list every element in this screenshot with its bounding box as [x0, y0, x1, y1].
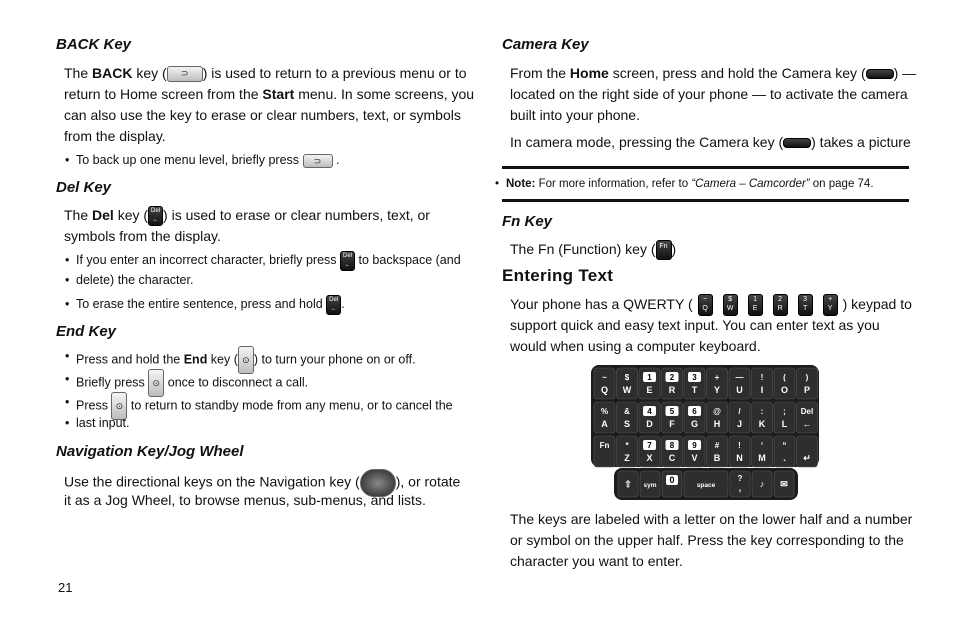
keyboard-key-bottom-label: G [690, 419, 699, 429]
end-key-icon: ⊙ [148, 369, 164, 397]
keyboard-key-bottom-label: ✉ [780, 479, 788, 489]
keyboard-key-bottom-label: R [668, 385, 676, 395]
keyboard-key-top-label: ) [805, 373, 809, 382]
keyboard-key-bottom-label: ⇧ [624, 479, 632, 489]
page-number: 21 [58, 580, 73, 595]
keyboard-key-bottom-label: T [691, 385, 698, 395]
end-key-bullet-3: • Press ⊙ to return to standby mode from any menu, or to cancel the [76, 392, 453, 420]
keyboard-key-bottom-label: ← [802, 419, 812, 429]
keyboard-key-bottom-label: N [736, 453, 743, 463]
note-top-rule [502, 166, 909, 169]
camera-key-paragraph-line4: In camera mode, pressing the Camera key ( ) takes a picture [510, 134, 911, 150]
keyboard-key-bottom-label: X [646, 453, 653, 463]
keyboard-key-top-label: 4 [647, 407, 652, 416]
keyboard-key-bottom-label: J [736, 419, 743, 429]
keyboard-key-bottom-label: O [780, 385, 789, 395]
keyboard-key-bottom-label: L [781, 419, 788, 429]
del-key-icon: Del ← [326, 295, 341, 315]
camera-key-paragraph-line2: located on the right side of your phone — to activate the camera [510, 86, 908, 102]
keyboard-key-top-label: ~ [602, 373, 607, 382]
keyboard-key-top-label: 9 [692, 441, 697, 450]
del-key-paragraph-line2: symbols from the display. [64, 228, 221, 244]
note-bottom-rule [502, 199, 909, 202]
keyboard-key-top-label: ! [738, 441, 741, 450]
nav-key-paragraph-line1: Use the directional keys on the Navigation key ( ), or rotate [64, 469, 460, 497]
keyboard-key-bottom-label: Q [600, 385, 609, 395]
camera-key-icon [783, 138, 811, 148]
fn-key-paragraph: The Fn (Function) key ( Fn ) [510, 239, 676, 260]
keyboard-key-bottom-label: B [713, 453, 721, 463]
end-key-bullet-2: • Briefly press ⊙ once to disconnect a call. [76, 369, 308, 397]
keyboard-key-top-label: — [735, 373, 744, 382]
keyboard-key-bottom-label: K [758, 419, 766, 429]
del-key-bullet-1: • If you enter an incorrect character, briefly press Del ← to backspace (and [76, 250, 461, 271]
qwerty-keyboard-image [590, 364, 820, 502]
keyboard-key-bottom-label: , [738, 483, 742, 493]
fn-key-heading: Fn Key [502, 213, 553, 230]
qwerty-key-icon: ~ Q [698, 294, 713, 316]
keyboard-key-top-label: / [738, 407, 741, 416]
keyboard-key-top-label: “ [782, 441, 787, 450]
entering-text-heading: Entering Text [502, 266, 614, 285]
keyboard-key-top-label: % [600, 407, 609, 416]
end-key-icon: ⊙ [238, 346, 254, 374]
keyboard-key-bottom-label: I [760, 385, 764, 395]
keyboard-key-bottom-label: U [736, 385, 743, 395]
back-key-paragraph-line3: can also use the key to erase or clear numbers, text, or symbols [64, 107, 461, 123]
back-key-bullet: • To back up one menu level, briefly press ⊃ . [76, 150, 339, 170]
del-key-paragraph-line1: The Del key ( Del ← ) is used to erase or clear numbers, text, or [64, 205, 430, 226]
del-key-bullet-1-cont: • delete) the character. [76, 270, 193, 290]
keyboard-key-bottom-label: D [646, 419, 653, 429]
back-key-paragraph-line2: return to Home screen from the Start menu. In some screens, you [64, 86, 475, 102]
end-key-bullet-1: • Press and hold the End key ( ⊙ ) to turn your phone on or off. [76, 346, 416, 374]
keyboard-key-top-label: ? [737, 474, 743, 483]
keyboard-key-bottom-label: 0 [669, 475, 675, 485]
labels-paragraph-line2: or symbol on the upper half. Press the key corresponding to the [510, 532, 904, 548]
keyboard-key-top-label: ! [760, 373, 764, 382]
keyboard-key-top-label: & [624, 407, 630, 416]
keyboard-key-top-label: 2 [669, 373, 675, 382]
back-key-icon: ⊃ [303, 154, 333, 168]
del-key-icon: Del ← [340, 251, 355, 271]
keyboard-key-top-label: : [760, 407, 764, 416]
keyboard-key-top-label: + [714, 373, 720, 382]
qwerty-keys-icon [693, 296, 843, 312]
keyboard-key-bottom-label: ♪ [759, 479, 765, 489]
keyboard-key-bottom-label: M [758, 453, 766, 463]
keyboard-key-bottom-label: sym [643, 482, 657, 489]
camera-key-icon [866, 69, 894, 79]
keyboard-key-top-label: Fn [599, 441, 610, 450]
keyboard-key-bottom-label: F [669, 419, 675, 429]
keyboard-key-bottom-label: W [622, 385, 632, 395]
note-text: • Note: For more information, refer to “Camera – Camcorder” on page 74. [506, 174, 874, 194]
keyboard-key-top-label: 6 [692, 407, 697, 416]
qwerty-key-icon: 2 R [773, 294, 788, 316]
keyboard-key-top-label: # [714, 441, 720, 450]
del-key-bullet-2: • To erase the entire sentence, press and hold Del ← . [76, 294, 345, 315]
camera-key-paragraph-line3: built into your phone. [510, 107, 640, 123]
qwerty-key-icon: 1 E [748, 294, 763, 316]
camera-key-heading: Camera Key [502, 36, 589, 53]
del-key-heading: Del Key [56, 179, 112, 196]
keyboard-key-bottom-label: A [601, 419, 608, 429]
nav-key-heading: Navigation Key/Jog Wheel [56, 443, 244, 460]
keyboard-key-bottom-label: C [668, 453, 676, 463]
entering-text-paragraph-line2: support quick and easy text input. You can enter text as you [510, 317, 880, 333]
keyboard-key-top-label: $ [624, 373, 630, 382]
end-key-heading: End Key [56, 323, 117, 340]
keyboard-key-top-label: 1 [647, 373, 652, 382]
qwerty-key-icon: + Y [823, 294, 838, 316]
keyboard-key-top-label: ; [783, 407, 786, 416]
end-key-icon: ⊙ [111, 392, 127, 420]
keyboard-key-top-label: 8 [669, 441, 675, 450]
qwerty-key-icon: $ W [723, 294, 738, 316]
back-key-paragraph-line4: from the display. [64, 128, 166, 144]
keyboard-key-top-label: ‘ [760, 441, 764, 450]
keyboard-key-top-label: ( [783, 373, 786, 382]
end-key-bullet-3-cont: • last input. [76, 413, 130, 433]
keyboard-key-top-label: 3 [692, 373, 697, 382]
keyboard-key-top-label: 7 [647, 441, 652, 450]
keyboard-key-bottom-label: Y [713, 385, 721, 395]
keyboard-key-top-label: @ [713, 407, 721, 416]
keyboard-key-bottom-label: ↵ [803, 453, 811, 463]
keyboard-key-bottom-label: . [783, 453, 786, 463]
keyboard-key-bottom-label: space [696, 482, 716, 489]
keyboard-key-bottom-label: Z [624, 453, 630, 463]
keyboard-key-bottom-label: P [803, 385, 811, 395]
back-key-heading: BACK Key [56, 36, 132, 53]
labels-paragraph-line1: The keys are labeled with a letter on the lower half and a number [510, 511, 913, 527]
qwerty-key-icon: 3 T [798, 294, 813, 316]
nav-key-paragraph-line2: it as a Jog Wheel, to browse menus, sub-menus, and lists. [64, 492, 426, 508]
camera-key-paragraph-line1: From the Home screen, press and hold the Camera key ( ) — [510, 65, 917, 81]
back-key-paragraph-line1: The BACK key ( ⊃ ) is used to return to a previous menu or to [64, 65, 467, 81]
entering-text-paragraph-line3: would when using a computer keyboard. [510, 338, 761, 354]
keyboard-key-bottom-label: E [646, 385, 653, 395]
back-key-icon: ⊃ [167, 66, 203, 82]
fn-key-icon: Fn [656, 240, 672, 260]
keyboard-key-bottom-label: H [713, 419, 721, 429]
keyboard-key-top-label: * [625, 441, 629, 450]
keyboard-key-bottom-label: V [691, 453, 698, 463]
keyboard-key-top-label: 5 [669, 407, 675, 416]
labels-paragraph-line3: character you want to enter. [510, 553, 683, 569]
del-key-icon: Del ← [148, 206, 163, 226]
keyboard-key-top-label: Del [800, 407, 814, 416]
entering-text-paragraph-line1: Your phone has a QWERTY ( ~ Q$ W1 E2 R3 T+ Y ) keypad to [510, 294, 912, 316]
keyboard-key-bottom-label: S [623, 419, 631, 429]
